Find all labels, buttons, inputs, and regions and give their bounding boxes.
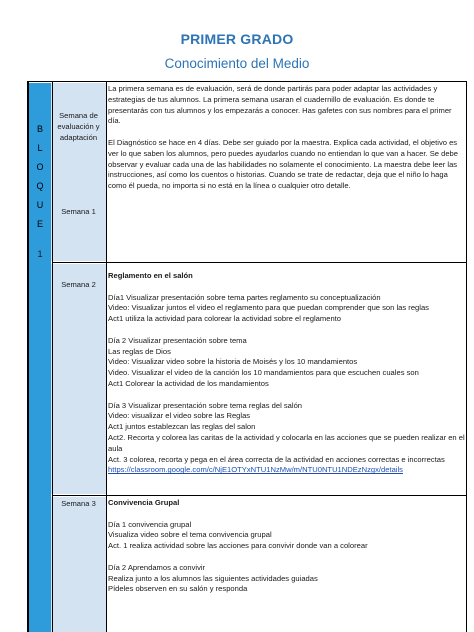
bloque-label: B L O Q U E xyxy=(36,124,44,229)
week-2-label: Semana 2 xyxy=(61,280,96,289)
week-1-content xyxy=(108,84,466,192)
week-2-content xyxy=(108,271,466,476)
week-3-label: Semana 3 xyxy=(61,499,96,508)
activity-line: Las reglas de Dios xyxy=(108,346,171,356)
activity-line: Día 1 convivencia grupal xyxy=(108,519,192,529)
activity-line: Realiza junto a los alumnos las siguientes actividades guiadas xyxy=(108,573,318,583)
document-title: PRIMER GRADO xyxy=(180,31,294,47)
week-1-paragraph: El Diagnóstico se hace en 4 días. Debe ser guiado por la maestra. Explica cada actividad, el objetivo es ver lo que saben los alumnos, pero puedes ayudarlos cuando no entiendan lo que van a hacer. Se debe observar y evaluar cada una de las habilidades no solamente el conocimiento. La maestra debe leer las instrucciones, así como los cuentos o historias. Cuando se trate de redactar, deja que el niño lo haga como él pueda, no importa si no está en la línea o cualquier otro detalle. xyxy=(108,137,458,191)
week-3-heading: Convivencia Grupal xyxy=(108,498,180,507)
subject-title: Conocimiento del Medio xyxy=(164,56,310,71)
week-3-content xyxy=(108,498,466,595)
activity-line: Act. 1 realiza actividad sobre las acciones para convivir donde van a colorear xyxy=(108,541,368,551)
activity-line: Act. 3 colorea, recorta y pega en el área correcta de la actividad en acciones correctas e incorrectas xyxy=(108,454,445,464)
activity-line: Act2. Recorta y colorea las caritas de la actividad y colocarla en las acciones que se pueden realizar en el aula xyxy=(108,432,465,453)
classroom-link[interactable]: https://classroom.google.com/c/NjE1OTYxNTU1NzMw/m/NTU0NTU1NDEzNzgx/details xyxy=(108,465,403,475)
activity-line: Visualiza video sobre el tema convivencia grupal xyxy=(108,530,272,540)
activity-line: Día 2 Aprendamos a convivir xyxy=(108,562,206,572)
activity-line: Pídeles observen en su salón y responda xyxy=(108,584,248,594)
activity-line: Día 2 Visualizar presentación sobre tema xyxy=(108,335,247,345)
activity-line: Act1 Colorear la actividad de los mandamientos xyxy=(108,378,269,388)
week-1-label: Semana 1 xyxy=(61,207,96,216)
activity-line: Día1 Visualizar presentación sobre tema partes reglamento su conceptualización xyxy=(108,292,381,302)
activity-line: Video: Visualizar video sobre la historia de Moisés y los 10 mandamientos xyxy=(108,357,358,367)
week-1-paragraph: La primera semana es de evaluación, será de donde partirás para poder adaptar las actividades y estrategias de tus alumnos. La primera semana usaran el cuadernillo de evaluación. Es donde te presentarás con tus alumnos y los empezarás a conocer. Has gafetes con sus nombres para el primer día. xyxy=(108,84,452,126)
activity-line: Act1 utiliza la actividad para colorear la actividad sobre el reglamento xyxy=(108,314,341,324)
activity-line: Act1 juntos establezcan las reglas del salon xyxy=(108,422,256,432)
activity-line: Video: Visualizar juntos el video el reglamento para que puedan comprender que son las reglas xyxy=(108,303,429,313)
week-1-title: Semana de evaluación y adaptación xyxy=(57,111,100,142)
activity-line: Video. Visualizar el video de la canción los 10 mandamientos para que escuchen cuales son xyxy=(108,368,419,378)
activity-line: Video: visualizar el video sobre las Reglas xyxy=(108,411,251,421)
activity-line: Día 3 Visualizar presentación sobre tema reglas del salón xyxy=(108,400,303,410)
week-2-heading: Reglamento en el salón xyxy=(108,271,193,280)
bloque-number: 1 xyxy=(37,249,43,259)
